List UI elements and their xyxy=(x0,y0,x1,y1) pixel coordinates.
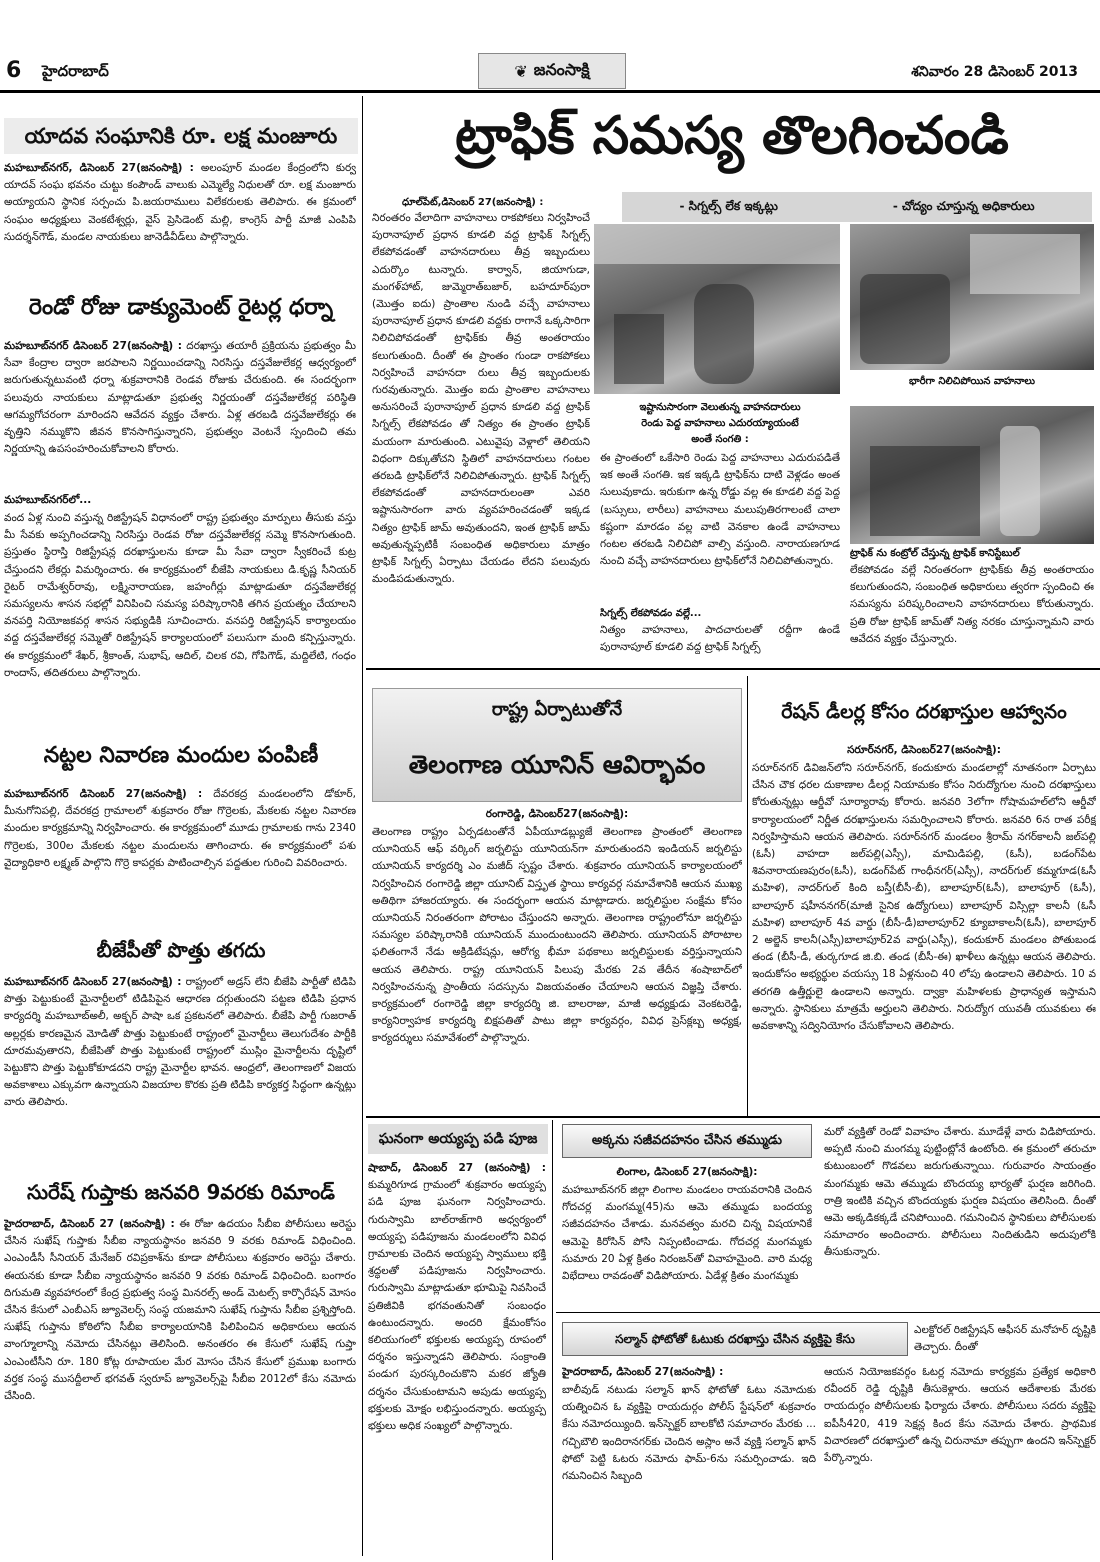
caption-traffic-constable: ట్రాఫిక్ ను కంట్రోల్ చేస్తున్న ట్రాఫిక్ కానిస్టేబుల్ xyxy=(850,548,1020,559)
headline-document-writers: రెండో రోజు డాక్యుమెంట్ రైటర్ల ధర్నా xyxy=(28,295,334,320)
salman-dateline: హైదరాబాద్, డిసెంబర్ 27(జనంసాక్షి) : xyxy=(562,1366,724,1378)
dateline: షాబాద్, డిసెంబర్ 27 (జనంసాక్షి) : xyxy=(368,1162,546,1174)
article-yadava xyxy=(4,160,356,270)
dateline: మహబూబ్‌నగర్, డిసెంబర్ 27(జనంసాక్షి) : xyxy=(4,162,194,174)
headline-bjp-alliance: బీజేపీతో పొత్తు తగదు xyxy=(96,938,266,962)
issue-date: శనివారం 28 డిసెంబర్ 2013 xyxy=(911,64,1078,80)
salman-headline: సల్మాన్ ఫోటోతో ఓటుకు దరఖాస్తు చేసిన వ్యక్తిపై కేసు xyxy=(615,1332,855,1346)
article-body: దేవరకద్ర మండలంలోని డోకూర్, మీనుగోనిపల్లి, దేవరకద్ర గ్రామాలలో శుక్రవారం రోజు గొర్రెలకు, మేకలకు నట్టల నివారణ మందుల కార్యక్రమాన్ని నిర్వహించారు. ఈ కార్యక్రమంలో మూడు గ్రామాలకు గాను 2340 గొర్రెలకు, 300ల మేకలకు నట్టల మందులను తాగించారు. ఈ కార్యక్రమంలో పశు వైద్యాధికారి లక్ష్మణ్ పాల్గొని గొర్రె కాపర్లకు పాటించాల్సిన పద్దతుల గురించి వివరించారు. xyxy=(4,788,356,869)
ration-dateline: సరూర్‌నగర్, డిసెంబర్27(జనంసాక్షి): xyxy=(847,744,1001,756)
article-deworming xyxy=(4,786,356,924)
photo-stalled-vehicles xyxy=(850,224,1094,370)
middle-bottom-rule xyxy=(366,1116,1100,1118)
ayyappa-divider xyxy=(552,1120,553,1560)
dateline: హైదరాబాద్, డిసెంబర్ 27 (జనంసాక్షి) : xyxy=(4,1218,175,1230)
caption-two-vehicles: రెండు పెద్ద వాహనాలు ఎదురయ్యాయంటే xyxy=(641,418,799,429)
telangana-headline-box xyxy=(372,688,742,802)
headline-suresh-gupta: సురేష్ గుప్తాకు జనవరి 9వరకు రిమాండ్ xyxy=(27,1180,335,1204)
brand-name: జనంసాక్షి xyxy=(533,59,590,79)
article-document-writers-cont: వంద ఏళ్ల నుంచి వస్తున్న రిజిస్ట్రేషన్ విధానంలో రాష్ట్ర ప్రభుత్వం మార్పులు తీసుకు వస్తు మీ సేవకు అప్పగించడాన్ని నిరసిస్తు రెండవ రోజు దస్తవేజులేకర్ల సమ్మె కొనసాగుతుంది. ప్రస్తుతం స్థిరాస్తి రిజిస్ట్రేషన్ల దరఖాస్తులను కూడా మీ సేవా ద్వారా స్వీకరించే కుట్ర చేస్తుందని లేకర్లు విమర్శించారు. ఈ కార్యక్రమంలో బీజేపి నాయకులు డి.కృష్ణ సీనియర్ రైటర్ రామేశ్వర్‌రావు, లక్ష్మినారాయణ, జహంగీర్లు మాట్లాడుతూ దస్తవేజులేకర్ల సమస్యలను శాసన సభల్లో వినిపించి సమస్య పరిష్కారానికి తగిన ప్రయత్నం చేయాలని వనపర్తి నియోజకవర్గ శాసన సభ్యుడికి సూచించారు. వనపర్తి రిజిస్ట్రేషన్ కార్యాలయం వద్ద దస్తవేజులేకర్ల సమ్మెతో రిజిస్ట్రేషన్ కార్యాలయంలో పలుసుగా మంది కన్పిస్తున్నారు. ఈ కార్యక్రమంలో శేఖర్, శ్రీకాంత్, సుభాష్, ఆదిల్, చిలక రవి, గోపిగౌడ్, మద్దిలేటి, గంధం రాందాస్, తదితరులు పాల్గొన్నారు. xyxy=(4,512,356,679)
article-document-writers xyxy=(4,338,356,488)
lead-headline: ట్రాఫిక్ సమస్య తొలగించండి xyxy=(455,106,1009,166)
edition-name: హైదరాబాద్ xyxy=(42,62,109,80)
photo-traffic-riders xyxy=(594,224,840,394)
dateline: మహబూబ్‌నగర్ డిసెంబర్ 27(జనంసాక్షి) : xyxy=(4,788,203,800)
lead-article-body: నిరంతరం వేలాదిగా వాహనాలు రాకపోకలు నిర్వహించే పురానాపూల్ ప్రధాన కూడలి వద్ద ట్రాఫిక్ సిగ్నల్స్ లేకపోవడంతో వాహనదారులు తీవ్ర ఇబ్బందులు ఎదుర్కొం టున్నారు. కార్వాన్, జియాగుడా, మంగళ్‌హాట్, జుమ్మెరాత్‌బజార్, బహదూర్‌పురా (మొత్తం ఐదు) ప్రాంతాల నుండి వచ్చే వాహనాలు పురానాపూల్ ప్రధాన కూడలి వద్దకు రాగానే ఒక్కసారిగా నిలిచిపోవడంతో ట్రాఫిక్‌కు తీవ్ర అంతరాయం కలుగుతుంది. దీంతో ఈ ప్రాంతం గుండా రాకపోకలు నిర్వహించే వాహనదా రులు తీవ్ర ఇబ్బందులకు గురవుతున్నారు. మొత్తం ఐదు ప్రాంతాల వాహనాలు అనుసరించే పురానాపూల్ ప్రధాన కూడలి వద్ద ట్రాఫిక్ సిగ్నల్స్ లేకపోవడం తో నిత్యం ఈ ప్రాంతం ట్రాఫిక్ మయంగా మారుతుంది. ఎటువైపు వెళ్లాలో తెలియని విధంగా దిక్కుతోచని స్థితిలో వాహనదారులు గంటల తరబడి ట్రాఫిక్‌లోనే నిలిచిపోతున్నారు. ట్రాఫిక్ సిగ్నల్స్ లేకపోవడంతో వాహనదారులంతా ఎవరి ఇష్టానుసారంగా వారు వ్యవహరించడంతో ఇక్కడ నిత్యం ట్రాఫిక్ జామ్ అవుతుందని, ఇంత ట్రాఫిక్ జామ్ అవుతున్నప్పటికీ సంబంధిత అధికారులు మాత్రం ట్రాఫిక్ సిగ్నల్స్ ఏర్పాటు చేయడం లేదని పలువురు మండిపడుతున్నారు. xyxy=(372,212,590,586)
lead-middle-body: ఈ ప్రాంతంలో ఒకేసారి రెండు పెద్ద వాహనాలు ఎదురుపడితే ఇక అంతే సంగతి. ఇక ఇక్కడి ట్రాఫిక్‌ను దాటి వెళ్లడం అంత సులువుకాదు. ఇరుకుగా ఉన్న రోడ్డు వల్ల ఈ కూడలి వద్ద పెద్ద (బస్సులు, లారీలు) వాహనాలు మలుపుతిరగాలంటే చాలా కష్టంగా మారడం వల్ల వాటి వెనకాల ఉండే వాహనాలు గంటల తరబడి నిలిచిపో వాల్సి వస్తుంది. నారాయణగూడ నుంచి వచ్చే వాహనదారులు ట్రాఫిక్‌లోనే నిలిచిపోతున్నారు. xyxy=(600,452,840,568)
left-column-divider xyxy=(362,96,363,1556)
telangana-kicker: రాష్ట్ర ఏర్పాటుతోనే xyxy=(491,699,623,720)
article-body: ఈ రోజు ఉదయం సీబీఐ పోలీసులు అరెస్టు చేసిన సుఖేష్ గుప్తాకు సీబీఐ న్యాయస్థానం జనవరి 9 వరకు రిమాండ్ విధించింది. ఎంఎండీసీ సీనియర్ మేనేజర్ రవిప్రకాశ్‌ను కూడా పోలీసులు శుక్రవారం అరెస్టు చేశారు. ఈయనకు కూడా సీబీఐ న్యాయస్థానం జనవరి 9 వరకు రిమాండ్ విధించింది. బంగారం దిగుమతి వ్యవహారంలో కేంద్ర ప్రభుత్వ సంస్థ మినరల్స్ అండ్ మెటల్స్ కార్పొరేషన్ మోసం చేసిన కేసులో ఎంబీఎస్ జ్యూవెలర్స్ సంస్థ యజమాని సుఖేష్ గుప్తాను సీబీఐ ప్రశ్నిస్తోంది. సుఖేష్ గుప్తాను కోఠిలోని సీబీఐ కార్యాలయానికి పిలిపించిన అధికారులు ఆయన వాంగ్మూలాన్ని నమోదు చేసినట్లు తెలిసింది. అనంతరం ఈ కేసులో సుఖేష్ గుప్తా ఎంఎంటీసీని రూ. 180 కోట్ల రూపాయల మేర మోసం చేసిన కేసులో ప్రముఖ బంగారు వర్తక సంస్థ ముసద్దీలాల్ భగవత్ స్వరూప్ జ్యూవెలర్స్‌పై సీబీఐ 2012లో కేసు నమోదు చేసింది. xyxy=(4,1218,356,1403)
photo-traffic-constable xyxy=(850,406,1094,544)
brand-logo xyxy=(478,53,626,89)
telangana-dateline: రంగారెడ్డి, డిసెంబర్27(జనంసాక్షి): xyxy=(485,808,629,820)
ayyappa-headline: ఘనంగా అయ్యప్ప పడి పూజ xyxy=(368,1124,548,1154)
telangana-article-body: తెలంగాణ రాష్ట్రం ఏర్పడటంతోనే ఏపీయూడబ్ల్యుజే తెలంగాణ ప్రాంతంలో తెలంగాణ యూనియన్ ఆఫ్ వర్కింగ్ జర్నలిస్టు యూనియన్‌గా మారుతుందని ఇండియన్ జర్నలిస్టు యూనియన్ కార్యదర్శి ఎం మజీద్ స్పష్టం చేశారు. శుక్రవారం యూనియన్ కార్యాలయంలో నిర్వహించిన రంగారెడ్డి జిల్లా యూనిట్ విస్తృత స్థాయి కార్యవర్గ సమావేశానికి ఆయన ముఖ్య అతిథిగా హాజరయ్యారు. ఈ సందర్భంగా ఆయన మాట్లాడారు. జర్నలిస్టుల సంక్షేమ కోసం యూనియన్ నిరంతరంగా పోరాటం చేస్తుందని అన్నారు. తెలంగాణ రాష్ట్రంలోనూ జర్నలిస్టు సమస్యల పరిష్కారానికి యూనియన్ ముందుంటుందని తెలిపారు. యూనియన్ పోరాటాల ఫలితంగానే నేడు అక్రిడిటేషన్లు, ఆరోగ్య భీమా పథకాలు జర్నలిస్టులకు వర్తిస్తున్నాయని ఆయన తెలిపారు. రాష్ట్ర యూనియన్ పిలుపు మేరకు 2వ తేదీన శంషాబాద్‌లో నిర్వహించనున్న ప్రాంతీయ సదస్సును విజయవంతం చేయాలని ఆయన విజ్ఞప్తి చేశారు. కార్యక్రమంలో రంగారెడ్డి జిల్లా కార్యదర్శి జి. బాలరాజు, మాజీ అధ్యక్షుడు వెంకటరెడ్డి, కార్యనిర్వాహక కార్యదర్శి బిక్షపతితో పాటు జిల్లా కార్యవర్గం, వివిధ ప్రెస్‌క్లబ్బ అధ్యక్ష, కార్యదర్శులు సమావేశంలో పాల్గొన్నారు. xyxy=(372,826,742,1045)
ayyappa-article-body xyxy=(368,1160,546,1490)
masthead-rule xyxy=(0,90,1100,93)
article-body: దరఖాస్తు తయారీ ప్రక్రియను ప్రభుత్వం మీ సేవా కేంద్రాల ద్వారా జరపాలని నిర్ణయించడాన్ని నిరసిస్తు దస్తవేజులేకర్ల ఆధ్వర్యంలో జరుగుతున్నటువంటి ధర్నా శుక్రవారానికి రెండవ రోజుకు చేరుకుంది. ఈ సందర్భంగా పలువురు నాయకులు మాట్లాడుతూ ప్రభుత్వ నిర్ణయంతో దస్తవేజులేకర్ల పరిస్థితి ఆగమ్యగోచరంగా మారిందని ఆవేదన వ్యక్తం చేశారు. ఏళ్ల తరబడి దస్తవేజులేకర్లు ఈ వృత్తిని నమ్ముకొని జీవన కొనసాగిస్తున్నారని, ప్రభుత్వం వెంటనే స్పందించి తమ నిర్ణయాన్ని ఉపసంహరించుకోవాలని కోరారు. xyxy=(4,340,356,456)
sister-headline: అక్కను సజీవదహనం చేసిన తమ్ముడు xyxy=(591,1133,783,1148)
leaf-icon: ❦ xyxy=(514,61,528,81)
headline-deworming: నట్టల నివారణ మందుల పంపిణీ xyxy=(43,743,319,768)
article-suresh-gupta xyxy=(4,1216,356,1476)
caption-stalled-vehicles: భారీగా నిలిచిపోయిన వాహనాలు xyxy=(908,376,1036,387)
lead-dateline: ధూల్‌పేట్,డిసెంబర్ 27(జనంసాక్షి) : xyxy=(402,197,544,208)
headline-yadava: యాదవ సంఘానికి రూ. లక్ష మంజూరు xyxy=(4,118,358,154)
salman-top-rule xyxy=(556,1312,1100,1313)
salman-headline-box xyxy=(562,1322,908,1356)
subhead-mahabubnagar: మహబూబ్‌నగర్‌లో... xyxy=(4,494,92,506)
subhead-no-signals: సిగ్నల్స్ లేకపోవడం వల్లే... xyxy=(600,608,702,619)
article-body: అలంపూర్ మండల కేంద్రంలోని కుర్వ యాదవ్ సంఘ భవనం చుట్టు కంపౌండ్ వాలుకు ఎమ్మెల్యే నిధులతో రూ. లక్ష మంజూరు అయ్యాయని స్థానిక సర్పంచు పి.జయరాములు విలేకరులకు తెలిపారు. ఈ క్రమంలో సంఘం అధ్యక్షులు వెంకటేశ్వర్లు, వైస్ ప్రెసిడెంట్ మల్లి, కాంగ్రెస్ పార్టీ మాజీ ఎంపిపి సుదర్శన్‌గౌడ్, మండల నాయకులు జానెడీవీడ్‌లు పాల్గొన్నారు. xyxy=(4,162,356,243)
salman-article-body: బాలీవుడ్ నటుడు సల్మాన్ ఖాన్ ఫోటోతో ఓటు నమోదుకు యత్నించిన ఓ వ్యక్తిపై రాయదుర్గం పోలీస్ స్టేషన్‌లో శుక్రవారం కేసు నమోదయ్యింది. ఇన్‌స్పెక్టర్ బాలకోటి సమాచారం మేరకు ... గచ్చిబౌలి ఇందిరానగర్‌కు చెందిన అస్లాం అనే వ్యక్తి సల్మాన్ ఖాన్ ఫోటో పెట్టి ఓటరు నమోదు ఫామ్-6ను సమర్పించాడు. ఇది గమనించిన సిబ్బంది xyxy=(562,1384,816,1483)
lead-bottom-rule xyxy=(366,668,1100,670)
telangana-headline: తెలంగాణ యూనిన్ ఆవిర్భావం xyxy=(408,750,706,779)
lead-middle-body-cont: నిత్యం వాహనాలు, పాదచారులతో రద్దీగా ఉండే పురానాపూల్ కూడలి వద్ద ట్రాఫిక్ సిగ్నల్స్ xyxy=(600,624,840,654)
sister-dateline: లింగాల, డిసెంబర్ 27(జనంసాక్షి): xyxy=(616,1166,758,1178)
caption-riders: ఇష్టానుసారంగా వెలుతున్న వాహనదారులు xyxy=(639,402,801,413)
salman-aside: ఎలక్టోరల్ రిజిస్ట్రేషన్ ఆఫీసర్ మనోహర్ దృష్టికి తెచ్చారు. దీంతో xyxy=(914,1324,1096,1354)
lead-subheads-banner xyxy=(622,192,1092,222)
subhead-thats-it: అంతే సంగతి : xyxy=(691,434,749,445)
sister-headline-box xyxy=(562,1124,812,1158)
ration-headline: రేషన్ డీలర్ల కోసం దరఖాస్తుల ఆహ్వానం xyxy=(781,701,1067,723)
sister-article-body-cont: మరో వ్యక్తితో రెండో వివాహం చేశారు. మూడేళ్లే వారు విడిపోయారు. అప్పటి నుంచి మంగమ్మ పుట్టింట్లోనే ఉంటోంది. ఈ క్రమంలో తరుచూ కుటుంబంలో గొడవలు జరుగుతున్నాయి. గురువారం సాయంత్రం మంగమ్మకు ఆమె తమ్ముడు బొందయ్య భార్యతో ఘర్షణ జరిగింది. రాత్రి ఇంటికి వచ్చిన బొందయ్యకు ఘర్షణ విషయం తెలిసింది. దీంతో ఆమె అక్కడికక్కడే చనిపోయింది. గమనించిన స్థానికులు పోలీసులకు సమాచారం అందించారు. పోలీసులు నిందితుడిని అదుపులోకి తీసుకున్నారు. xyxy=(824,1126,1096,1259)
article-bjp-alliance xyxy=(4,974,356,1166)
dateline: మహబూబ్‌నగర్ డిసెంబర్ 27(జనంసాక్షి) : xyxy=(4,340,182,352)
telangana-divider xyxy=(747,676,748,1116)
subhead-officials: - చోద్యం చూస్తున్న అధికారులు xyxy=(892,198,1035,213)
sister-article-body: మహబూబ్‌నగర్ జిల్లా లింగాల మండలం రాయవరానికి చెందిన గోదచర్ల మంగమ్మ(45)ను ఆమె తమ్ముడు బందయ్య సజీవదహనం చేశాడు. మనవత్వం మరచి చిన్న విషయానికే ఆమెపై కిరోసిన్ పోసి నిప్పంటించాడు. గోదచర్ల మంగమ్మకు సుమారు 20 ఏళ్ల క్రితం నిరంజన్‌తో వివాహమైంది. వారి మధ్య విభేదాలు రావడంతో విడిపోయారు. ఏడేళ్ల క్రితం మంగమ్మకు xyxy=(562,1184,812,1283)
ration-article-body: సరూర్‌నగర్ డివిజన్‌లోని సరూర్‌నగర్, కందుకూరు మండలాల్లో నూతనంగా ఏర్పాటు చేసిన చౌక ధరల దుకాణాల డీలర్ల నియామకం కోసం నిరుద్యోగుల నుంచి దరఖాస్తులు కోరుతున్నట్లు ఆర్డీవో సూర్యారావు కోరారు. జనవరి 3లోగా గోషామహల్‌లోని ఆర్డీవో కార్యాలయంలో నిర్ణీత దరఖాస్తులను సమర్పించాలని కోరారు. జనవరి 6న రాత పరీక్ష నిర్వహిస్తామని ఆయన తెలిపారు. సరూర్‌నగర్ మండలం శ్రీరామ్ నగర్‌కాలనీ జల్‌పల్లి (ఓసీ) వాహదా జల్‌పల్లి(ఎస్సీ), మామిడిపల్లి, (ఓసీ), బడంగ్‌పేట శివనారాయణపురం(ఓసీ), బడంగ్‌పేట్ గాంధీనగర్(ఎస్సీ), నాదర్‌గుల్ కమ్మగూడ(ఓసీ మహిళ), నాదర్‌గుల్ కింది బస్తీ(బీసీ-బీ), బాలాపూర్(ఓసీ), బాలాపూర్ (ఓసీ), బాలాపూర్ షహీననగర్(మాజీ సైనిక ఉద్యోగులు) బాలాపూర్ విస్సిల్లా కాలనీ (ఓసీ మహిళ) బాలాపూర్ 4వ వార్డు (బీసీ-డీ)బాలాపూర్2 క్యూబాకాలనీ(ఓసీ), బాలాపూర్ 2 అల్జెన్ కాలనీ(ఎస్సీ)బాలాపూర్2వ వార్డు(ఎస్సీ), కందుకూర్ మండలం పోతుబండ తండ (బీసీ-డీ, తుర్కగూడ జి.బి. తండ (బీసీ-ఈ) ఖాళీలు ఉన్నట్లు ఆయన తెలిపారు. ఇందుకోసం అభ్యర్థుల వయస్సు 18 ఏళ్లనుంచి 40 లోపు ఉండాలని తెలిపారు. 10 వ తరగతి ఉత్తీర్ణులై ఉండాలని అన్నారు. ద్వాక్రా మహిళలకు ప్రాధాన్యత ఇస్తామని అన్నారు. స్థానికులు మాత్రమే అర్హులని తెలిపారు. నిరుద్యోగ యువతీ యువకులు ఈ అవకాశాన్ని సద్వినియోగం చేసుకోవాలని తెలిపారు. xyxy=(752,762,1096,1033)
subhead-signals: - సిగ్నల్స్ లేక ఇక్కట్లు xyxy=(679,198,778,213)
article-body: కుమ్మరిగూడ గ్రామంలో శుక్రవారం అయ్యప్ప పడి పూజ ఘనంగా నిర్వహించారు. గురుస్వామి బాల్‌రాజ్‌గారి అధ్వర్యంలో అయ్యప్ప పడిపూజను మండలంలోని వివిధ గ్రామాలకు చెందిన అయ్యప్ప స్వాములు భక్తి శ్రద్ధలతో పడిపూజను నిర్వహించారు. గురుస్వామి మాట్లాడుతూ భూమిపై నివసించే ప్రతిజీవికి భగవంతునితో సంబంధం ఉంటుందన్నారు. అందరి క్షేమంకోసం కలియుగంలో భక్తులకు అయ్యప్ప రూపంలో దర్శనం ఇస్తున్నాడని తెలిపారు. సంక్రాంతి పండుగ పురస్కరించుకొని మకర జ్యోతి దర్శనం చేసుకుంటామని అపుడు అయ్యప్ప భక్తులకు మోక్షం లభిస్తుందన్నారు. అయ్యప్ప భక్తులు అధిక సంఖ్యలో పాల్గొన్నారు. xyxy=(368,1179,546,1433)
dateline: మహబూబ్‌నగర్ డిసెంబర్ 27(జనంసాక్షి) : xyxy=(4,976,182,988)
article-body: రాష్ట్రంలో అడ్రస్ లేని బీజేపి పార్టీతో టిడిపి పొత్తు పెట్టుకుంటే మైనార్టీలలో టిడిపిపైన ఆధారణ దగ్గుతుందని పట్టణ టిడిపి ప్రధాన కార్యదర్శి మహబూబ్‌అలీ, అక్బర్ పాషా ఒక ప్రకటనలో తెలిపారు. బీజేపి పార్టీ గుజరాత్ అల్లర్లకు కారణమైన మోడితో పొత్తు పెట్టుకుంటే రాష్ట్రంలో మైనార్టీలు తెలుగుదేశం పార్టీకి దూరమవుతారని, బీజేపితో పొత్తు పెట్టుకుంటే రాష్ట్రంలో ముస్లిం మైనార్టీలను దృష్టిలో పెట్టుకొని పొత్తు పెట్టుకోకూడదని రాష్ట్ర మైనార్టీల భావన. ఆంధ్రలో, తెలంగాణలో విజయ అవకాశాలు ఎక్కువగా ఉన్నాయని విజయాల కొరకు ప్రతి టిడిపి కార్యకర్త సిద్ధంగా ఉన్నట్లు వారు తెలిపారు. xyxy=(4,976,356,1109)
lead-right-body: లేకపోవడం వల్లే నిరంతరంగా ట్రాఫిక్‌కు తీవ్ర అంతరాయం కలుగుతుందని, సంబంధిత అధికారులు త్వరగా స్పందించి ఈ సమస్యను పరిష్కరించాలని వాహనదారులు కోరుతున్నారు. ప్రతి రోజు ట్రాఫిక్ జామ్‌తో నిత్య నరకం చూస్తున్నామని వారు ఆవేదన వ్యక్తం చేస్తున్నారు. xyxy=(850,564,1094,645)
salman-article-body-cont: ఆయన నియోజకవర్గం ఓటర్ల నమోదు కార్యక్రమ ప్రత్యేక అధికారి రవీందర్ రెడ్డి దృష్టికి తీసుకెళ్లారు. ఆయన ఆదేశాలకు మేరకు రాయదుర్గం పోలీసులకు ఫిర్యాదు చేశారు. పోలీసులు సదరు వ్యక్తిపై ఐపీసీ420, 419 సెక్షన్ల కింద కేసు నమోదు చేశారు. ప్రాథమిక విచారణలో దరఖాస్తులో ఉన్న చిరునామా తప్పుగా ఉందని ఇన్‌స్పెక్టర్ పేర్కొన్నారు. xyxy=(824,1366,1096,1465)
page-number: 6 xyxy=(6,58,22,83)
